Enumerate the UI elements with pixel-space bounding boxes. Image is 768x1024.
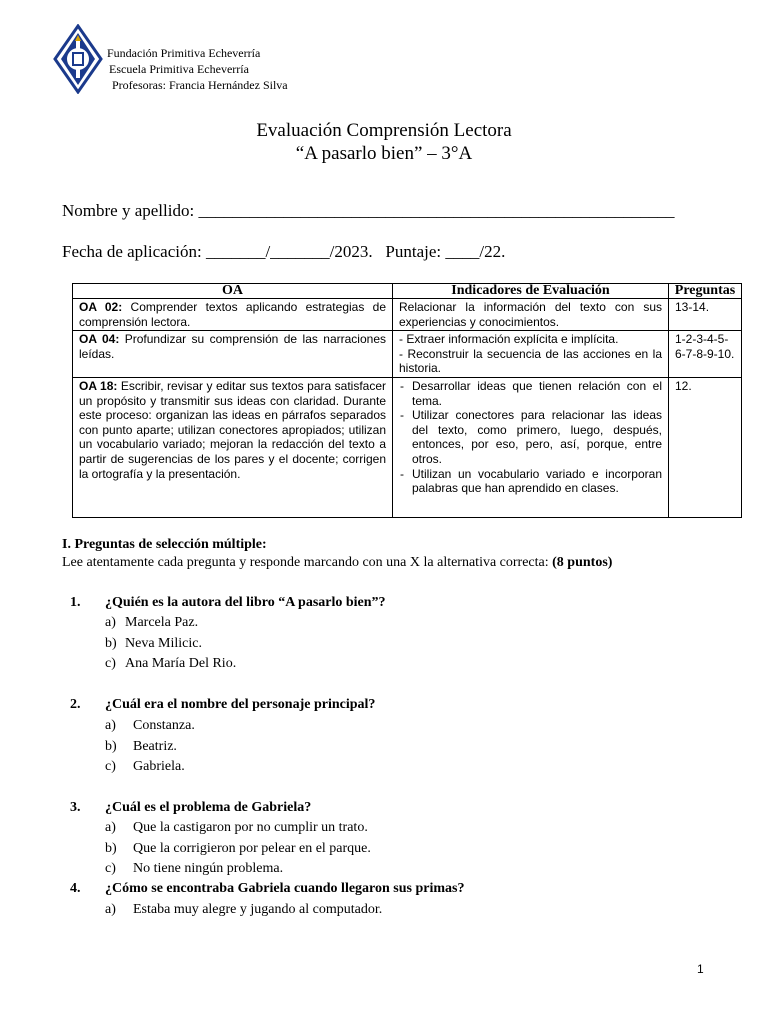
option-2a[interactable] bbox=[105, 718, 195, 734]
date-score-field: Fecha de aplicación: _______/_______/2023. Puntaje: ____/22. bbox=[62, 242, 506, 261]
page-subtitle: “A pasarlo bien” – 3°A bbox=[295, 143, 473, 164]
option-text: Neva Milicic. bbox=[125, 636, 202, 651]
question-text: ¿Quién es la autora del libro “A pasarlo bien”? bbox=[105, 595, 386, 610]
school-logo-icon bbox=[53, 24, 103, 94]
header-teachers: Profesoras: Francia Hernández Silva bbox=[112, 78, 288, 92]
oa-cell bbox=[73, 377, 393, 517]
option-text: Constanza. bbox=[133, 718, 195, 733]
section-points: (8 puntos) bbox=[552, 555, 613, 570]
option-2b[interactable] bbox=[105, 739, 177, 755]
option-text: Ana María Del Rio. bbox=[125, 656, 237, 671]
section-title: I. Preguntas de selección múltiple: bbox=[62, 537, 267, 552]
objectives-table bbox=[72, 283, 742, 518]
oa-code: OA 04: bbox=[79, 332, 120, 347]
indicator-text: Relacionar la información del texto con sus experiencias y conocimientos. bbox=[399, 300, 662, 329]
indicator-text: - Utilizar conectores para relacionar las ideas del texto, como primero, luego, después, entonces, por eso, pero, así, porque, entre otros. bbox=[399, 408, 662, 466]
option-3a[interactable] bbox=[105, 820, 368, 836]
option-4a[interactable] bbox=[105, 902, 382, 918]
option-1c[interactable] bbox=[105, 656, 236, 672]
option-3b[interactable] bbox=[105, 841, 371, 857]
table-row bbox=[73, 299, 742, 331]
option-1a[interactable] bbox=[105, 615, 198, 631]
indicators-cell bbox=[393, 331, 669, 378]
option-letter: c) bbox=[105, 759, 116, 774]
oa-cell bbox=[73, 331, 393, 378]
option-letter: a) bbox=[105, 718, 116, 733]
indicators-cell bbox=[393, 377, 669, 517]
option-text: No tiene ningún problema. bbox=[133, 861, 284, 876]
question-text: ¿Cuál era el nombre del personaje principal? bbox=[105, 697, 376, 712]
option-text: Que la corrigieron por pelear en el parque. bbox=[133, 841, 371, 856]
oa-code: OA 02: bbox=[79, 300, 123, 314]
indicator-text: - Reconstruir la secuencia de las acciones en la historia. bbox=[399, 346, 662, 376]
option-1b[interactable] bbox=[105, 636, 202, 652]
indicators-cell bbox=[393, 299, 669, 331]
oa-text: Escribir, revisar y editar sus textos para satisfacer un propósito y transmitir sus ideas con claridad. Durante este proceso: organizan las ideas en párrafos separados con punto aparte; utilizan conectores apropiados; utilizan un vocabulario variado; mejoran la redacción del texto a partir de sugerencias de los pares y el docente; corrigen la ortografía y la presentación. bbox=[79, 378, 386, 481]
section-instruction bbox=[62, 555, 612, 571]
question-number: 4. bbox=[70, 881, 81, 896]
option-text: Que la castigaron por no cumplir un trato. bbox=[133, 820, 368, 835]
questions-cell: 1-2-3-4-5-6-7-8-9-10. bbox=[669, 331, 742, 378]
oa-cell bbox=[73, 299, 393, 331]
option-letter: b) bbox=[105, 841, 117, 856]
instruction-text: Lee atentamente cada pregunta y responde marcando con una X la alternativa correcta: bbox=[62, 555, 553, 570]
option-letter: a) bbox=[105, 902, 116, 917]
table-row bbox=[73, 377, 742, 517]
indicator-text: - Utilizan un vocabulario variado e incorporan palabras que han aprendido en clases. bbox=[399, 467, 662, 496]
page-number: 1 bbox=[697, 962, 704, 976]
option-letter: b) bbox=[105, 739, 117, 754]
table-header-oa: OA bbox=[73, 284, 393, 299]
option-letter: c) bbox=[105, 861, 116, 876]
question-1 bbox=[70, 595, 386, 611]
questions-cell: 12. bbox=[669, 377, 742, 517]
question-text: ¿Cuál es el problema de Gabriela? bbox=[105, 800, 312, 815]
option-letter: a) bbox=[105, 820, 116, 835]
question-4 bbox=[70, 881, 464, 897]
option-2c[interactable] bbox=[105, 759, 185, 775]
oa-text: Profundizar su comprensión de las narraciones leídas. bbox=[79, 332, 386, 361]
questions-cell: 13-14. bbox=[669, 299, 742, 331]
option-3c[interactable] bbox=[105, 861, 283, 877]
option-text: Marcela Paz. bbox=[125, 615, 199, 630]
table-header-indicators: Indicadores de Evaluación bbox=[393, 284, 669, 299]
table-row bbox=[73, 331, 742, 378]
page-title: Evaluación Comprensión Lectora bbox=[256, 120, 512, 141]
table-header-row bbox=[73, 284, 742, 299]
question-text: ¿Cómo se encontraba Gabriela cuando llegaron sus primas? bbox=[105, 881, 465, 896]
question-number: 1. bbox=[70, 595, 81, 610]
header-school: Escuela Primitiva Echeverría bbox=[109, 62, 249, 76]
indicator-text: - Desarrollar ideas que tienen relación con el tema. bbox=[399, 379, 662, 408]
option-letter: c) bbox=[105, 656, 116, 671]
oa-code: OA 18: bbox=[79, 378, 118, 393]
option-text: Estaba muy alegre y jugando al computador. bbox=[133, 902, 383, 917]
question-number: 3. bbox=[70, 800, 81, 815]
option-text: Beatriz. bbox=[133, 739, 177, 754]
option-text: Gabriela. bbox=[133, 759, 185, 774]
option-letter: b) bbox=[105, 636, 117, 651]
oa-text: Comprender textos aplicando estrategias de comprensión lectora. bbox=[79, 300, 386, 329]
question-number: 2. bbox=[70, 697, 81, 712]
question-3 bbox=[70, 800, 311, 816]
option-letter: a) bbox=[105, 615, 116, 630]
header-foundation: Fundación Primitiva Echeverría bbox=[107, 46, 261, 60]
indicator-text: - Extraer información explícita e implícita. bbox=[399, 332, 619, 347]
table-header-questions: Preguntas bbox=[669, 284, 742, 299]
question-2 bbox=[70, 697, 375, 713]
name-field: Nombre y apellido: ________________________________________________________ bbox=[62, 201, 675, 220]
